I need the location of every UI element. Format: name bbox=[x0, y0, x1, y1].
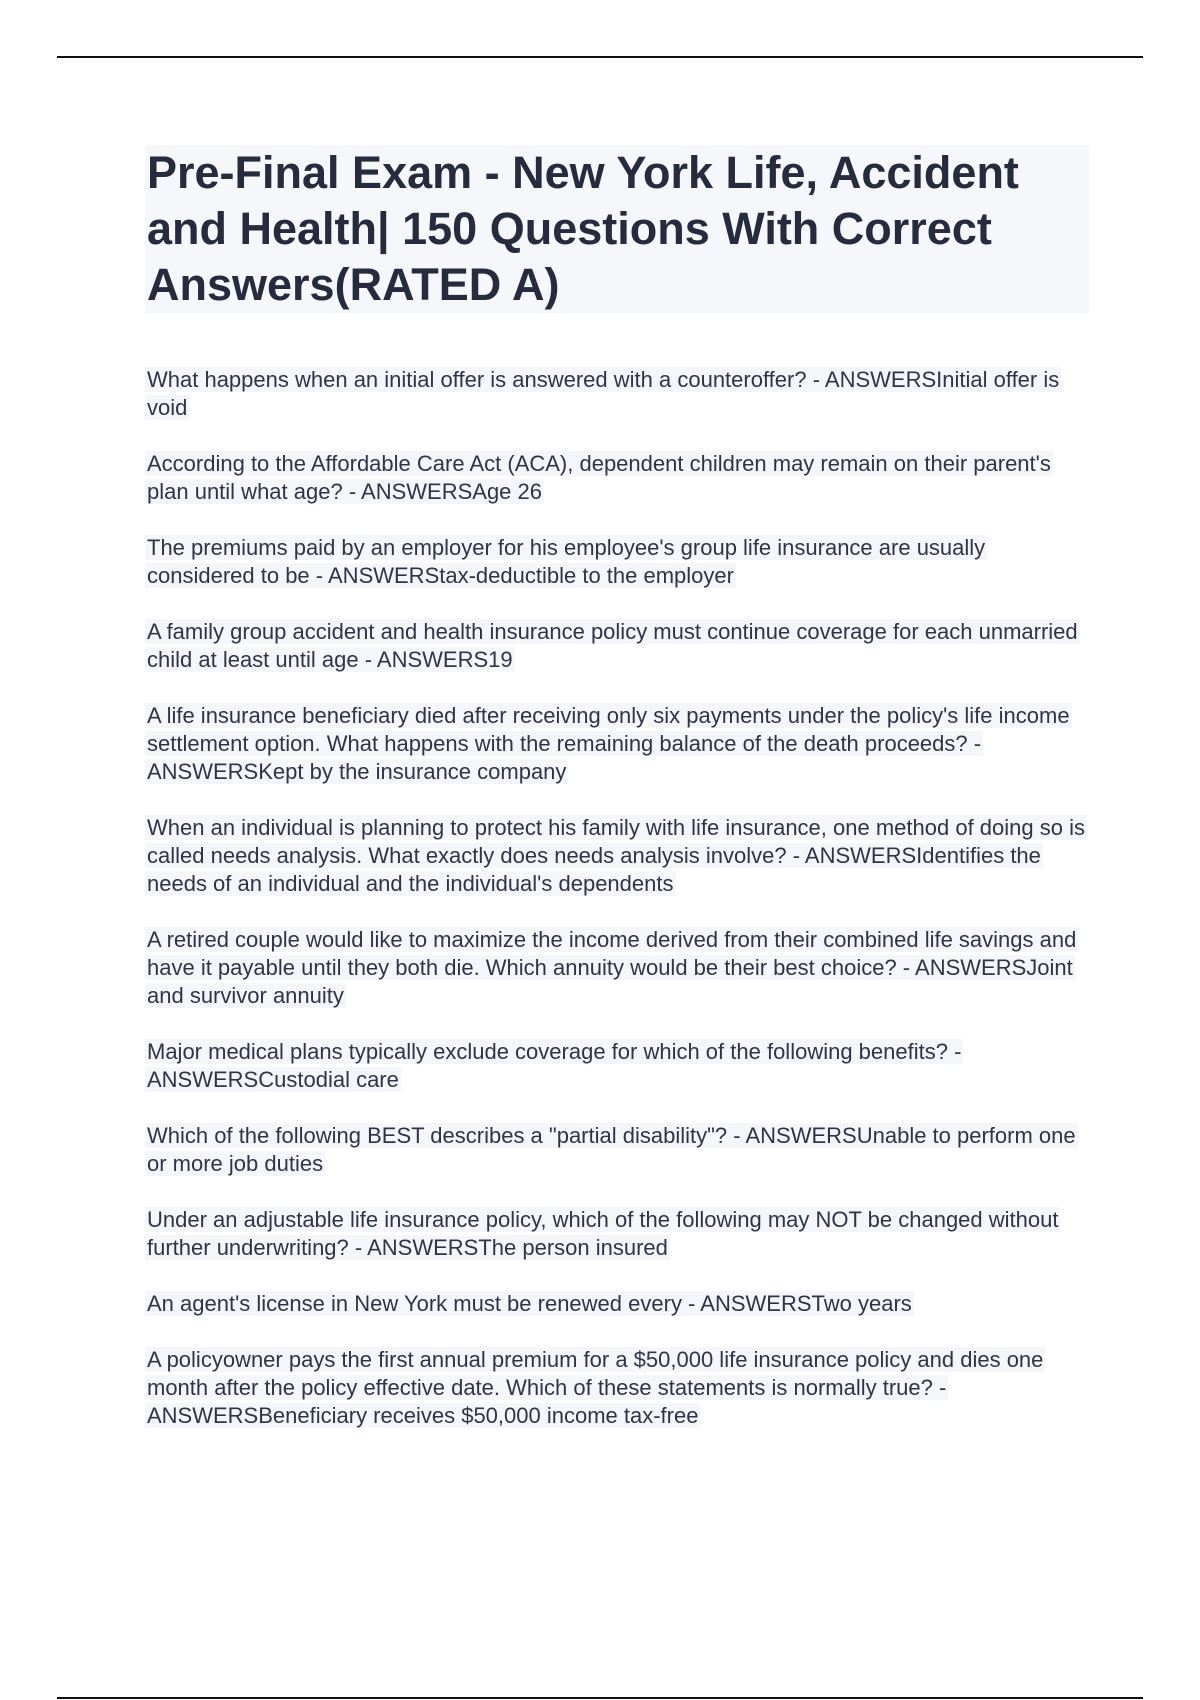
qa-item bbox=[145, 618, 1089, 674]
qa-item-text: A retired couple would like to maximize the income derived from their combined life savings and have it payable until they both die. Which annuity would be their best choice? - ANSWERSJoint and survivor annuity bbox=[147, 927, 1077, 1008]
qa-item-text: Major medical plans typically exclude coverage for which of the following benefits? - ANSWERSCustodial care bbox=[147, 1039, 962, 1092]
qa-item bbox=[145, 1122, 1089, 1178]
qa-item bbox=[145, 450, 1089, 506]
top-rule bbox=[57, 56, 1143, 58]
qa-item-text: Under an adjustable life insurance policy, which of the following may NOT be changed without further underwriting? - ANSWERSThe person insured bbox=[147, 1207, 1059, 1260]
bottom-rule bbox=[57, 1697, 1143, 1699]
qa-item-text: A family group accident and health insurance policy must continue coverage for each unmarried child at least until age - ANSWERS19 bbox=[147, 619, 1078, 672]
qa-list bbox=[145, 366, 1089, 1458]
qa-item-text: What happens when an initial offer is answered with a counteroffer? - ANSWERSInitial offer is void bbox=[147, 367, 1060, 420]
qa-item-text: An agent's license in New York must be renewed every - ANSWERSTwo years bbox=[147, 1291, 912, 1316]
qa-item bbox=[145, 702, 1089, 786]
qa-item-text: According to the Affordable Care Act (ACA), dependent children may remain on their parent's plan until what age? - ANSWERSAge 26 bbox=[147, 451, 1051, 504]
qa-item bbox=[145, 1346, 1089, 1430]
qa-item bbox=[145, 1206, 1089, 1262]
qa-item bbox=[145, 926, 1089, 1010]
title-block bbox=[145, 145, 1089, 313]
qa-item-text: Which of the following BEST describes a "partial disability"? - ANSWERSUnable to perform one or more job duties bbox=[147, 1123, 1076, 1176]
qa-item-text: A policyowner pays the first annual premium for a $50,000 life insurance policy and dies one month after the policy effective date. Which of these statements is normally true? - ANSWERSBeneficiary receives $50,000 income tax-free bbox=[147, 1347, 1044, 1428]
qa-item bbox=[145, 1038, 1089, 1094]
document-title: Pre-Final Exam - New York Life, Accident and Health| 150 Questions With Correct Answers(RATED A) bbox=[147, 147, 1019, 310]
qa-item-text: The premiums paid by an employer for his employee's group life insurance are usually considered to be - ANSWERStax-deductible to the employer bbox=[147, 535, 986, 588]
qa-item-text: When an individual is planning to protect his family with life insurance, one method of doing so is called needs analysis. What exactly does needs analysis involve? - ANSWERSIdentifies the needs of an individual and the individual's dependents bbox=[147, 815, 1085, 896]
qa-item-text: A life insurance beneficiary died after receiving only six payments under the policy's life income settlement option. What happens with the remaining balance of the death proceeds? - ANSWERSKept by the insurance company bbox=[147, 703, 1070, 784]
qa-item bbox=[145, 366, 1089, 422]
qa-item bbox=[145, 534, 1089, 590]
qa-item bbox=[145, 1290, 1089, 1318]
qa-item bbox=[145, 814, 1089, 898]
